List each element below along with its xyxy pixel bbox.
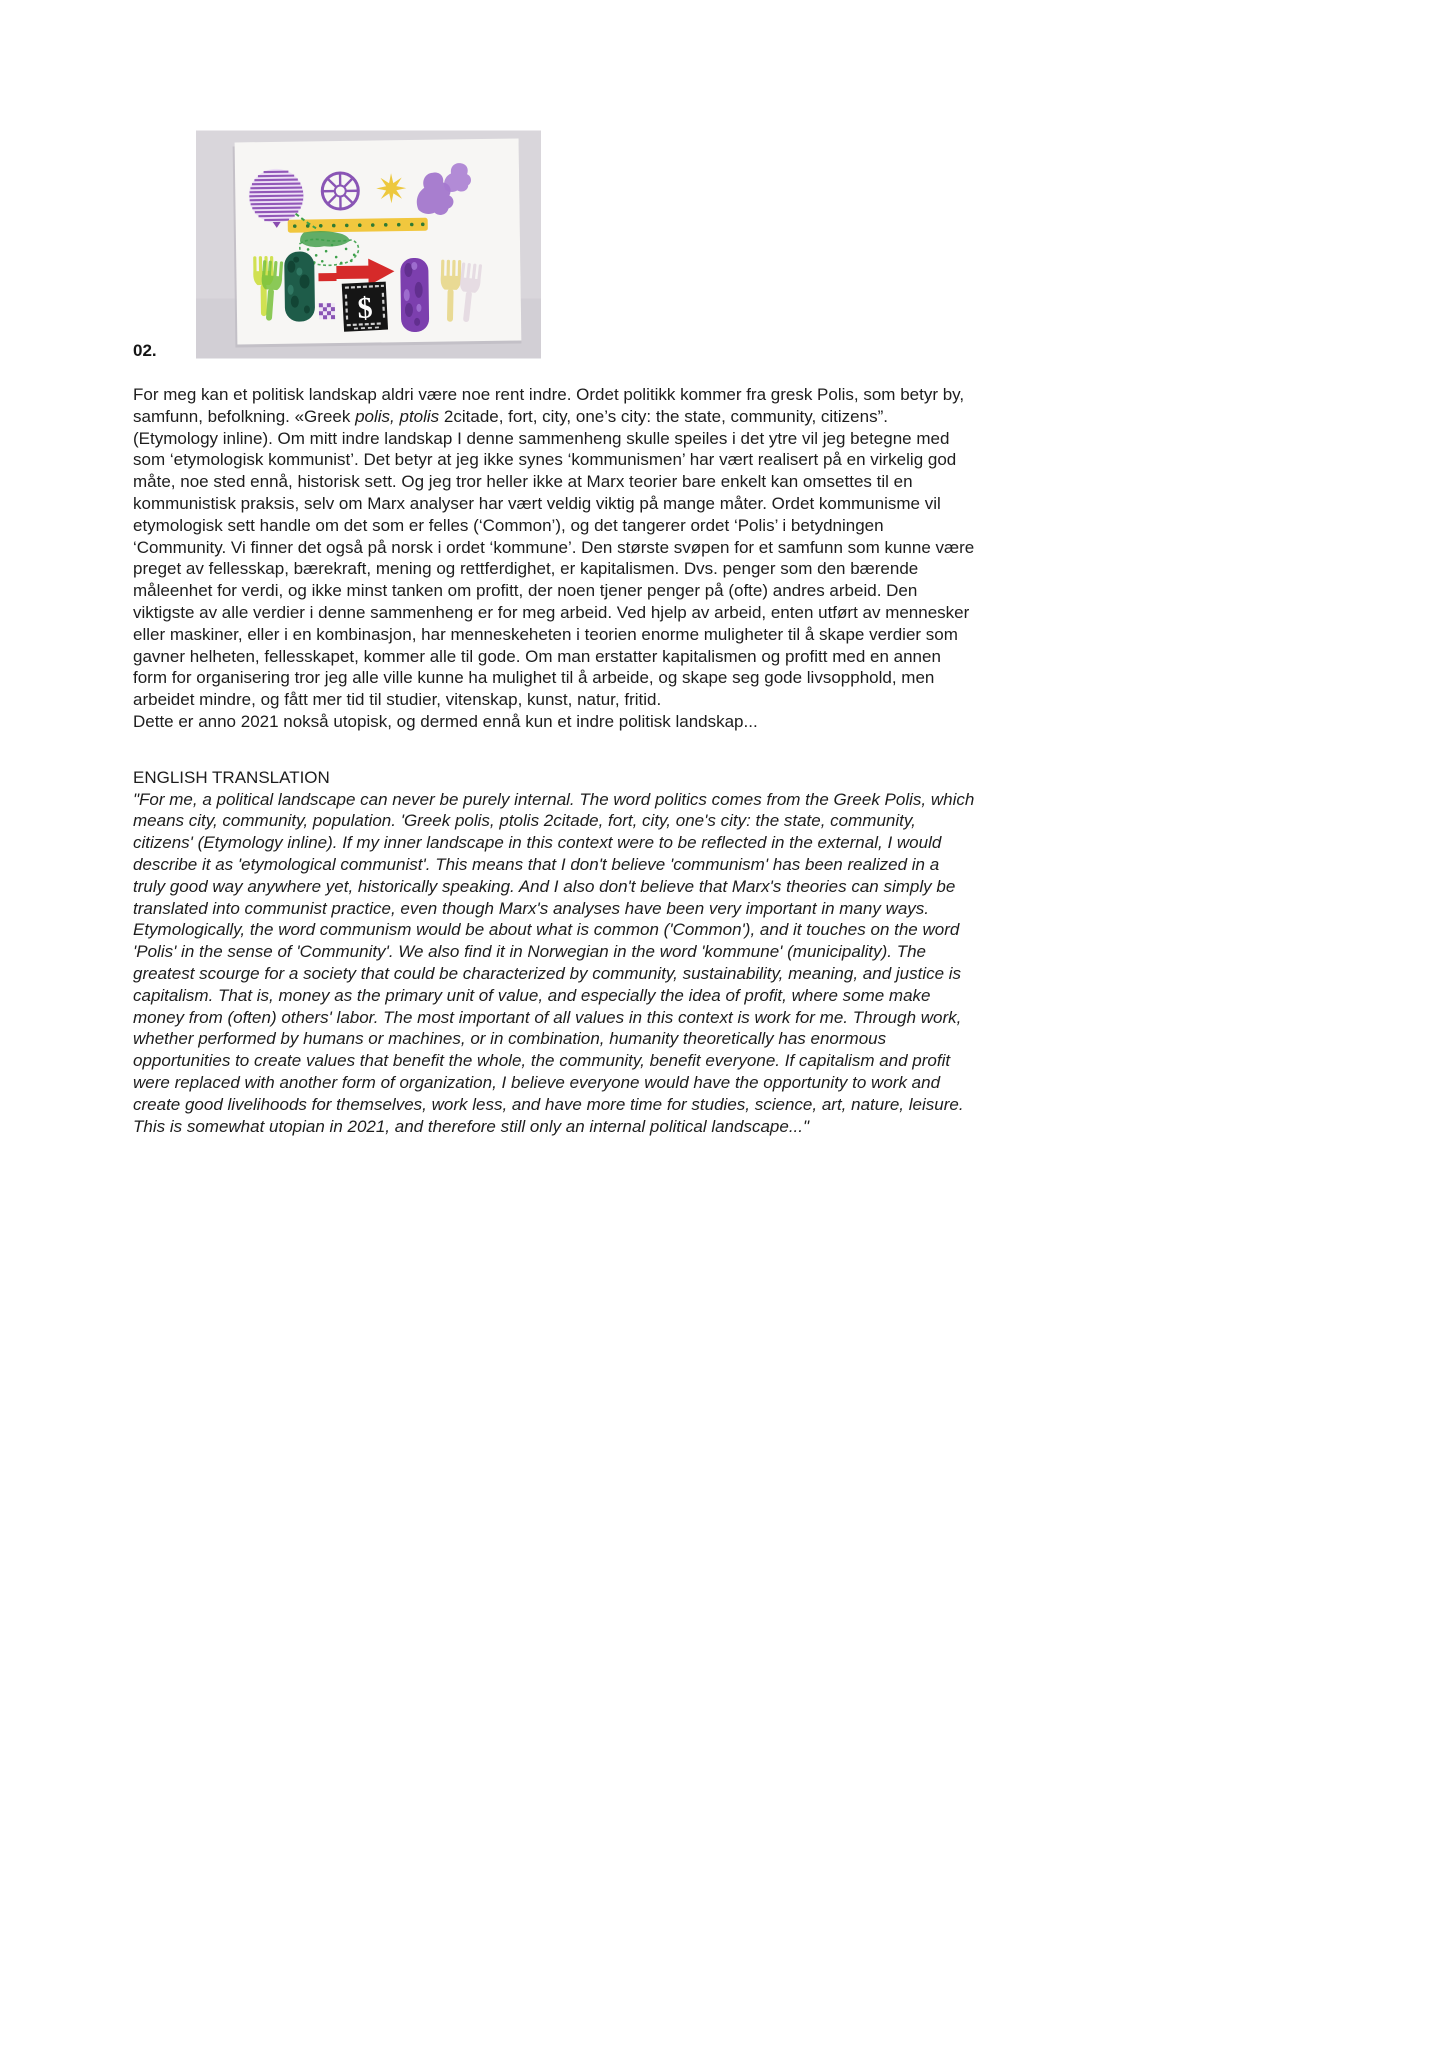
dollar-sign: $ <box>356 291 374 326</box>
artwork-image <box>196 130 541 359</box>
translation-paragraph: "For me, a political landscape can never be purely internal. The word politics comes from the Greek Polis, which means city, community, population. 'Greek polis, ptolis 2citade, fort, city, one's city: the state, community, citizens' (Etymology inline). If my inner landscape in this context were to be reflected in the external, I would describe it as 'etymological communist'. This means that I don't believe 'communism' has been realized in a truly good way anywhere yet, historically speaking. And I also don't believe that Marx's theories can simply be translated into communist practice, even though Marx's analyses have been very important in many ways. Etymologically, the word communism would be about what is common ('Common'), and it touches on the word 'Polis' in the sense of 'Community'. We also find it in Norwegian in the word 'kommune' (municipality). The greatest scourge for a society that could be characterized by community, sustainability, meaning, and justice is capitalism. That is, money as the primary unit of value, and especially the idea of profit, where some make money from (often) others' labor. The most important of all values in this context is work for me. Through work, whether performed by humans or machines, or in combination, humanity theoretically has enormous opportunities to create values that benefit the whole, the community, benefit everyone. If capitalism and profit were replaced with another form of organization, I believe everyone would have the opportunity to work and create good livelihoods for themselves, work less, and have more time for studies, science, art, nature, leisure. This is somewhat utopian in 2021, and therefore still only an internal political landscape..." <box>133 789 975 1136</box>
figure-label: 02. <box>133 341 157 360</box>
teal-rect-shape <box>284 251 315 321</box>
dotted-bar-shape <box>288 218 428 233</box>
norwegian-paragraph: For meg kan et politisk landskap aldri være noe rent indre. Ordet politikk kommer fra gresk Polis, som betyr by, samfunn, befolkning. «Greek polis, ptolis 2citade, fort, city, one’s city: the state, community, citizens”. (Etymology inline). Om mitt indre landskap I denne sammenheng skulle speiles i det ytre vil jeg betegne med som ‘etymologisk kommunist’. Det betyr at jeg ikke synes ‘kommunismen’ har vært realisert på en virkelig god måte, noe sted ennå, historisk sett. Og jeg tror heller ikke at Marx teorier bare enkelt kan omsettes til en kommunistisk praksis, selv om Marx analyser har vært veldig viktig på mange måter. Ordet kommunisme vil etymologisk sett handle om det som er felles (‘Common’), og det tangerer ordet ‘Polis’ i betydningen ‘Community. Vi finner det også på norsk i ordet ‘kommune’. Den største svøpen for et samfunn som kunne være preget av fellesskap, bærekraft, mening og rettferdighet, er kapitalismen. Dvs. penger som den bærende måleenhet for verdi, og ikke minst tanken om profitt, der noen tjener penger på (ofte) andres arbeid. Den viktigste av alle verdier i denne sammenheng er for meg arbeid. Ved hjelp av arbeid, enten utført av mennesker eller maskiner, eller i en kombinasjon, har menneskeheten i teorien enorme muligheter til å skape verdier som gavner helheten, fellesskapet, kommer alle til gode. Om man erstatter kapitalismen og profitt med en annen form for organisering tror jeg alle ville kunne ha mulighet til å arbeide, og skape seg gode livsopphold, men arbeidet mindre, og fått mer tid til studier, vitenskap, kunst, natur, fritid. <box>133 385 975 710</box>
checker-square-shape <box>319 303 335 319</box>
purple-rect-shape <box>400 258 429 332</box>
dollar-stamp-shape <box>342 282 388 332</box>
artwork-svg <box>196 130 541 359</box>
translation-heading: ENGLISH TRANSLATION <box>133 767 330 787</box>
paper-sheet <box>233 138 522 347</box>
norwegian-closing-line: Dette er anno 2021 nokså utopisk, og dermed ennå kun et indre politisk landskap... <box>133 711 758 731</box>
text-column <box>133 384 975 1137</box>
